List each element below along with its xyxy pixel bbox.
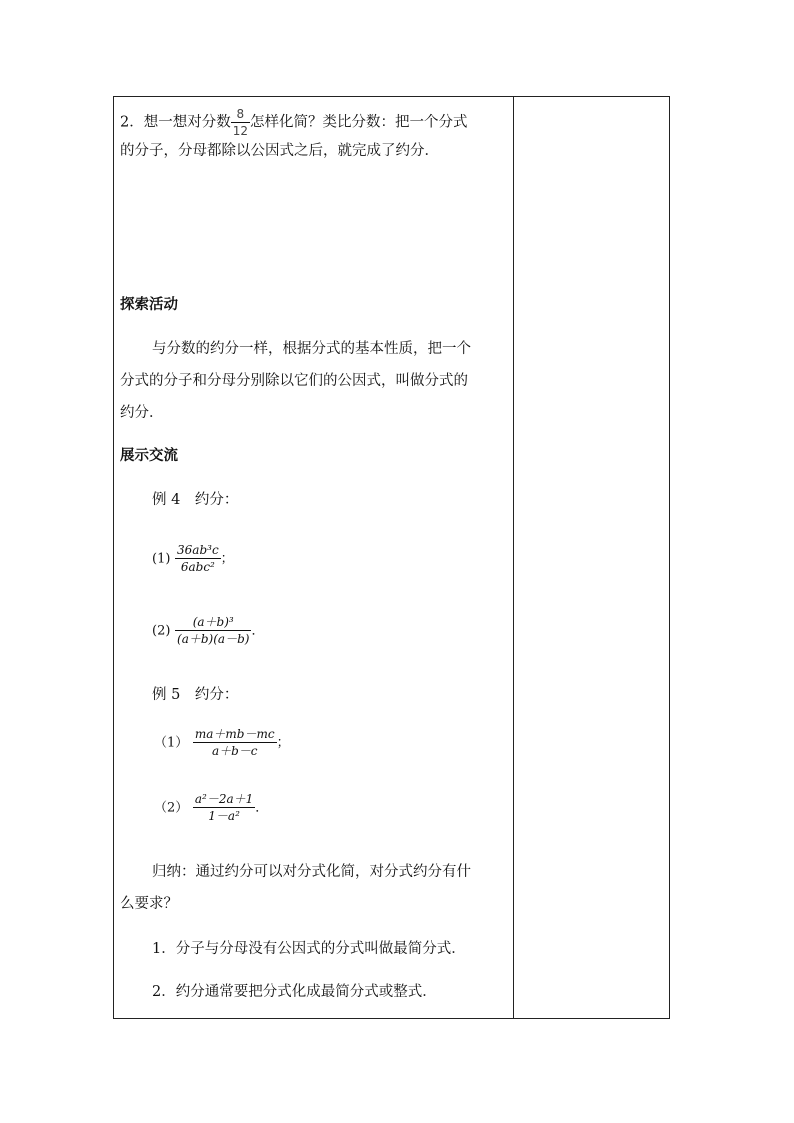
intro-text-b: 怎样化简？类比分数：把一个分式: [250, 114, 468, 131]
part-label: （1）: [154, 735, 189, 751]
fraction: [175, 615, 251, 646]
intro-line-1: [120, 107, 468, 138]
fraction-denominator: (a＋b)(a－b): [177, 632, 250, 646]
summary-line-1: 归纳：通过约分可以对分式化简，对分式约分有什: [152, 864, 471, 880]
punctuation: ．: [251, 623, 265, 639]
example-4-part-1: [152, 543, 234, 574]
fraction-numerator: a²－2a＋1: [194, 792, 254, 806]
punctuation: ．: [255, 800, 269, 816]
fraction-numerator: (a＋b)³: [175, 615, 251, 631]
part-label: (2): [152, 623, 171, 639]
fraction-numerator: 8: [231, 107, 250, 123]
example-5-label: 例 5 约分：: [152, 687, 239, 703]
explore-line-3: 约分．: [120, 405, 164, 421]
summary-line-2: 么要求？: [120, 896, 178, 912]
punctuation: ；: [276, 735, 290, 751]
fraction-denominator: a＋b－c: [211, 744, 258, 758]
intro-line-2: 的分子，分母都除以公因式之后，就完成了约分．: [120, 143, 439, 159]
lesson-table: [113, 96, 670, 1019]
fraction-denominator: 6abc²: [180, 560, 215, 574]
show-heading: 展示交流: [120, 448, 178, 464]
part-label: (1): [152, 551, 171, 567]
example-4-label: 例 4 约分：: [152, 492, 239, 508]
fraction-8-12: [231, 107, 250, 138]
explore-line-1: 与分数的约分一样，根据分式的基本性质，把一个: [152, 341, 471, 357]
fraction: [175, 543, 221, 574]
fraction-denominator: 12: [232, 124, 249, 138]
intro-text-a: 2．想一想对分数: [120, 114, 231, 131]
fraction-denominator: 1－a²: [208, 809, 240, 823]
fraction-numerator: ma＋mb－mc: [194, 727, 275, 741]
example-4-part-2: [152, 615, 264, 646]
summary-rule-2: 2．约分通常要把分式化成最简分式或整式．: [152, 984, 437, 1000]
fraction: [193, 727, 277, 758]
fraction: [193, 792, 255, 823]
fraction-numerator: 36ab³c: [177, 543, 219, 557]
part-label: （2）: [154, 800, 189, 816]
summary-rule-1: 1．分子与分母没有公因式的分式叫做最简分式．: [152, 941, 466, 957]
example-5-part-2: [154, 792, 268, 823]
explore-heading: 探索活动: [120, 297, 178, 313]
example-5-part-1: [154, 727, 290, 758]
explore-line-2: 分式的分子和分母分别除以它们的公因式，叫做分式的: [120, 373, 468, 389]
punctuation: ；: [220, 551, 234, 567]
notes-cell: [514, 97, 669, 1018]
content-cell: [114, 97, 513, 1018]
